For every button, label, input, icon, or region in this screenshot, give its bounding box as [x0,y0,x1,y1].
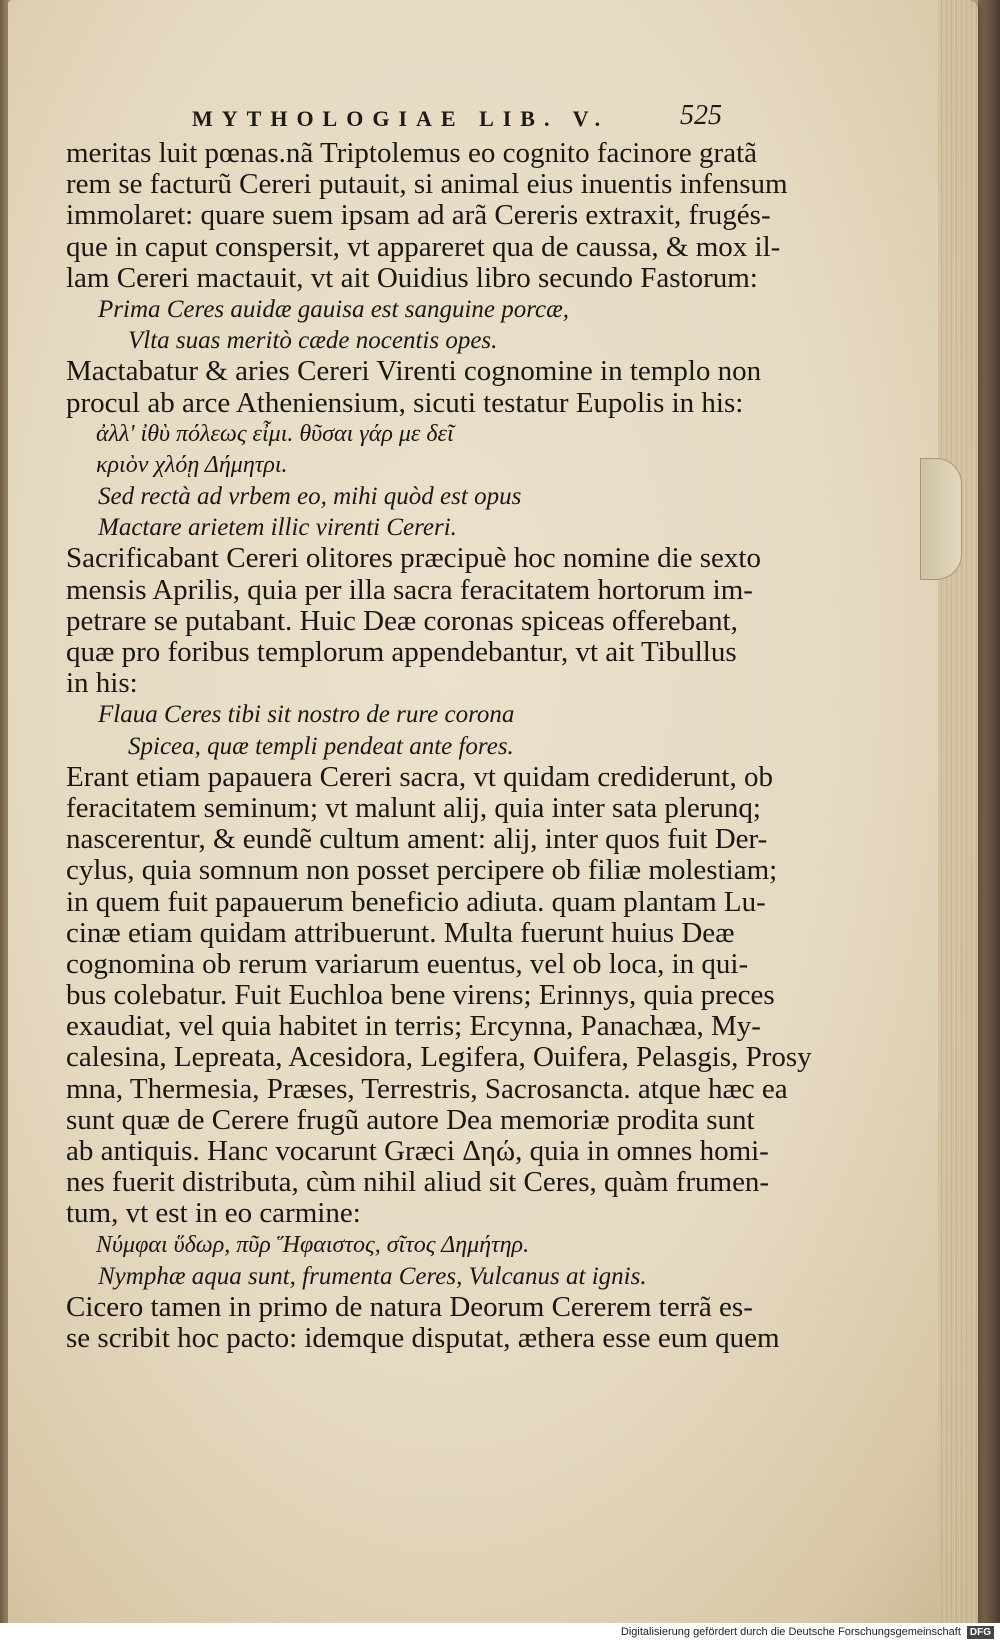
text-line: Cicero tamen in primo de natura Deorum Cererem terrã es- [66,1290,753,1323]
text-line: mna, Thermesia, Præses, Terrestris, Sacrosancta. atque hæc ea [66,1072,788,1105]
latin-verse-line: Flaua Ceres tibi sit nostro de rure corona [98,701,515,729]
book-clasp [920,458,962,580]
text-line: quæ pro foribus templorum appendebantur, vt ait Tibullus [66,636,737,668]
text-line: immolaret: quare suem ipsam ad arã Cereris extraxit, frugés- [66,199,771,232]
text-line: Mactabatur & aries Cereri Virenti cognomine in templo non [66,355,762,388]
text-line: bus colebatur. Fuit Euchloa bene virens; Erinnys, quia preces [66,979,775,1012]
text-line: petrare se putabant. Huic Deæ coronas spiceas offerebant, [66,604,738,637]
text-line: ab antiquis. Hanc vocarunt Græci Δηώ, quia in omnes homi- [66,1135,769,1167]
text-line: meritas luit pœnas.nã Triptolemus eo cognito facinore gratã [66,137,758,169]
body-text [66,137,812,1355]
text-line: cinæ etiam quidam attribuerunt. Multa fuerunt huius Deæ [66,916,735,949]
text-line: nes fuerit distributa, cùm nihil aliud sit Ceres, quàm frumen- [66,1166,770,1199]
digitization-credit: Digitalisierung gefördert durch die Deutsche Forschungsgemeinschaft [620,1626,961,1638]
text-line: in quem fuit papauerum beneficio adiuta. quam plantam Lu- [66,885,766,918]
text-line: cognomina ob rerum variarum euentus, vel ob loca, in qui- [66,947,749,980]
text-line: exaudiat, vel quia habitet in terris; Ercynna, Panachæa, My- [66,1010,761,1043]
latin-verse-line: Nymphæ aqua sunt, frumenta Ceres, Vulcanus at ignis. [98,1262,647,1290]
latin-verse-line: Vlta suas meritò cæde nocentis opes. [128,327,498,355]
text-line: Sacrificabant Cereri olitores præcipuè hoc nomine die sexto [66,542,761,575]
latin-verse-line: Prima Ceres auidæ gauisa est sanguine porcæ, [98,295,570,323]
text-line: in his: [66,667,138,700]
page-number: 525 [680,100,722,131]
latin-verse-line: Sed rectà ad vrbem eo, mihi quòd est opus [98,483,522,511]
text-line: se scribit hoc pacto: idemque disputat, æthera esse eum quem [66,1322,780,1355]
text-line: tum, vt est in eo carmine: [66,1197,361,1230]
running-head: MYTHOLOGIAE LIB. V. [192,106,610,131]
text-line: que in caput conspersit, vt appareret qua de caussa, & mox il- [66,230,781,263]
text-line: rem se facturũ Cereri putauit, si animal eius inuentis infensum [66,168,788,201]
page-header [192,100,752,136]
dfg-logo: DFG [967,1626,994,1639]
text-line: calesina, Lepreata, Acesidora, Legifera, Ouifera, Pelasgis, Prosy [66,1041,812,1074]
text-line: cylus, quia somnum non posset percipere ob filiæ molestiam; [66,854,778,887]
greek-verse-line: κριὸν χλόῃ Δήμητρι. [96,451,288,478]
text-line: lam Cereri mactauit, vt ait Ouidius libro secundo Fastorum: [66,261,758,294]
text-line: nascerentur, & eundẽ cultum ament: alij, inter quos fuit Der- [66,823,768,856]
latin-verse-line: Spicea, quæ templi pendeat ante fores. [128,732,514,760]
greek-verse-line: Νύμφαι ὕδωρ, πῦρ Ἥφαιστος, σῖτος Δημήτηρ. [96,1231,530,1258]
text-line: Erant etiam papauera Cereri sacra, vt quidam crediderunt, ob [66,760,773,793]
greek-verse-line: ἀλλ' ἰθὺ πόλεως εἶμι. θῦσαι γάρ με δεῖ [96,420,454,447]
latin-verse-line: Mactare arietem illic virenti Cereri. [98,514,457,542]
text-line: mensis Aprilis, quia per illa sacra feracitatem hortorum im- [66,573,753,606]
text-line: sunt quæ de Cerere frugũ autore Dea memoriæ prodita sunt [66,1103,755,1136]
text-line: feracitatem seminum; vt malunt alij, quia inter sata plerunq; [66,791,761,824]
text-line: procul ab arce Atheniensium, sicuti testatur Eupolis in his: [66,386,744,419]
page-edges [938,0,978,1630]
footer-bar [0,1623,1000,1641]
